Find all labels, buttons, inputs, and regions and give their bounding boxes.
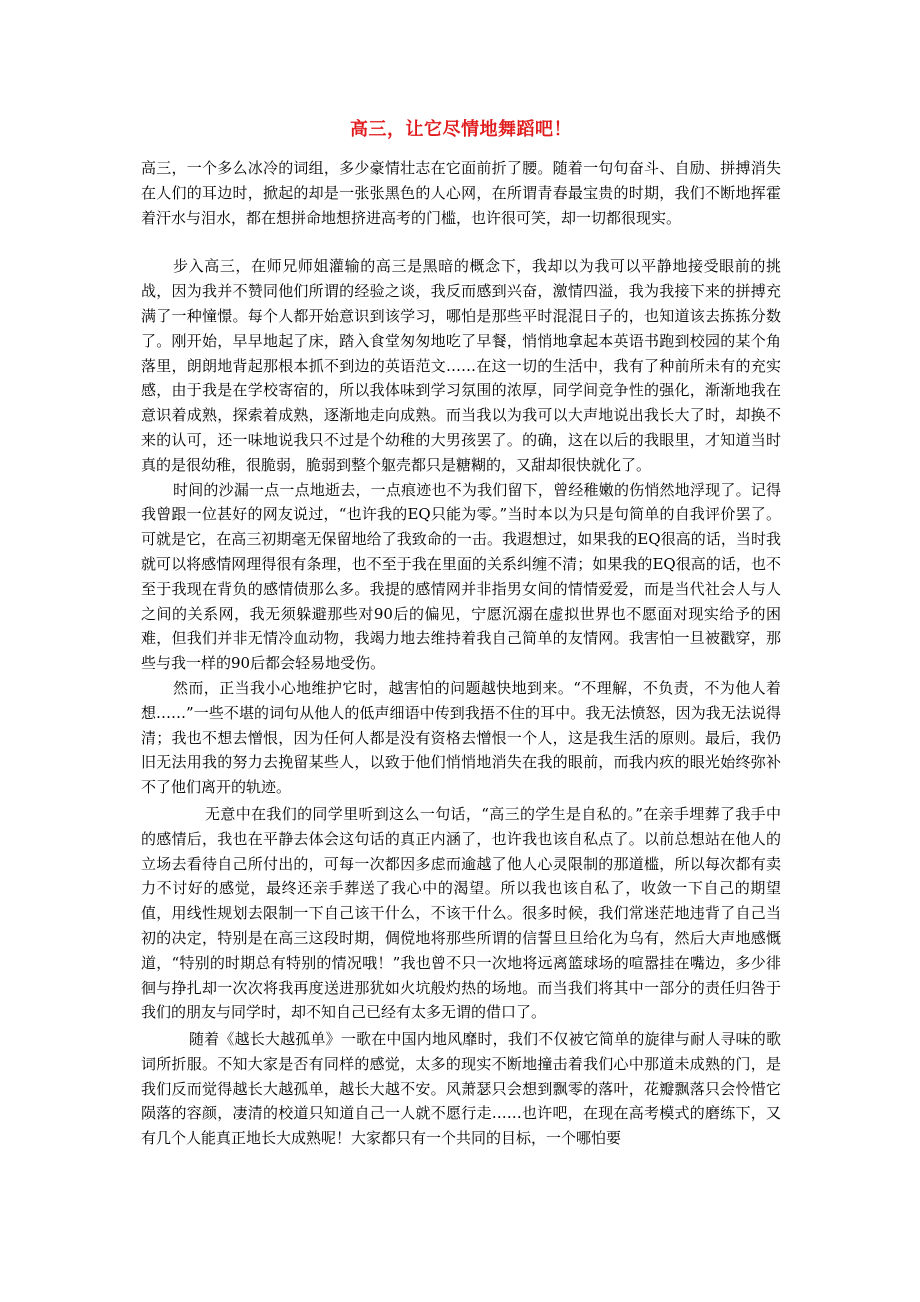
paragraph-3: 时间的沙漏一点一点地逝去，一点痕迹也不为我们留下，曾经稚嫩的伤悄然地浮现了。记得我曾跟一位甚好的网友说过，“也许我的EQ只能为零。”当时本以为只是句简单的自我评价罢了。可就是它，在高三初期毫无保留地给了我致命的一击。我遐想过，如果我的EQ很高的话，当时我就可以将感情网理得很有条理，也不至于我在里面的关系纠缠不清；如果我的EQ很高的话，也不至于我现在背负的感情债那么多。我提的感情网并非指男女间的情情爱爱，而是当代社会人与人之间的关系网，我无须躲避那些对90后的偏见，宁愿沉溺在虚拟世界也不愿面对现实给予的困难，但我们并非无情冷血动物，我竭力地去维持着我自己简单的友情网。我害怕一旦被戳穿，那些与我一样的90后都会轻易地受伤。 [141,480,781,673]
document-title: 高三，让它尽情地舞蹈吧！ [350,119,572,140]
paragraph-2: 步入高三，在师兄师姐灌输的高三是黑暗的概念下，我却以为我可以平静地接受眼前的挑战，因为我并不赞同他们所谓的经验之谈，我反而感到兴奋，激情四溢，我为我接下来的拼搏充满了一种憧憬。每个人都开始意识到该学习，哪怕是那些平时混混日子的，也知道该去拣拣分数了。刚开始，早早地起了床，踏入食堂匆匆地吃了早餐，悄悄地拿起本英语书跑到校园的某个角落里，朗朗地背起那根本抓不到边的英语范文……在这一切的生活中，我有了种前所未有的充实感，由于我是在学校寄宿的，所以我体味到学习氛围的浓厚，同学间竞争性的强化，渐渐地我在意识着成熟，探索着成熟，逐渐地走向成熟。而当我以为我可以大声地说出我长大了时，却换不来的认可，还一味地说我只不过是个幼稚的大男孩罢了。的确，这在以后的我眼里，才知道当时真的是很幼稚，很脆弱，脆弱到整个躯壳都只是糖糊的，又甜却很快就化了。 [141,257,781,474]
paragraph-4: 然而，正当我小心地维护它时，越害怕的问题越快地到来。“不理解，不负责，不为他人着想……”一些不堪的词句从他人的低声细语中传到我捂不住的耳中。我无法愤怒，因为我无法说得清；我也不想去憎恨，因为任何人都是没有资格去憎恨一个人，这是我生活的原则。最后，我仍旧无法用我的努力去挽留某些人，以致于他们悄悄地消失在我的眼前，而我内疚的眼光始终弥补不了他们离开的轨迹。 [141,678,781,797]
paragraph-5: 无意中在我们的同学里听到这么一句话，“高三的学生是自私的。”在亲手埋葬了我手中的感情后，我也在平静去体会这句话的真正内涵了，也许我也该自私点了。以前总想站在他人的立场去看待自己所付出的，可每一次都因多虑而逾越了他人心灵限制的那道槛，所以每次都有卖力不讨好的感觉，最终还亲手葬送了我心中的渴望。所以我也该自私了，收敛一下自己的期望值，用线性规划去限制一下自己该干什么，不该干什么。很多时候，我们常迷茫地违背了自己当初的决定，特别是在高三这段时期，倜傥地将那些所谓的信誓旦旦给化为乌有，然后大声地感慨道，“特别的时期总有特别的情况哦！”我也曾不只一次地将远离篮球场的喧嚣挂在嘴边，多少徘徊与挣扎却一次次将我再度送进那犹如火坑般灼热的场地。而当我们将其中一部分的责任归咎于我们的朋友与同学时，却不知自己已经有太多无谓的借口了。 [141,804,781,1022]
paragraph-1: 高三，一个多么冰冷的词组，多少豪情壮志在它面前折了腰。随着一句句奋斗、自励、拼搏消失在人们的耳边时，掀起的却是一张张黑色的人心网，在所谓青春最宝贵的时期，我们不断地挥霍着汗水与泪水，都在想拼命地想挤进高考的门槛，也许很可笑，却一切都很现实。 [141,159,781,227]
paragraph-6: 随着《越长大越孤单》一歌在中国内地风靡时，我们不仅被它简单的旋律与耐人寻味的歌词所折服。不知大家是否有同样的感觉，太多的现实不断地撞击着我们心中那道未成熟的门，是我们反而觉得越长大越孤单，越长大越不安。风萧瑟只会想到飘零的落叶，花瓣飘落只会怜惜它陨落的容颜，凄清的校道只知道自己一人就不愿行走……也许吧，在现在高考模式的磨练下，又有几个人能真正地长大成熟呢！大家都只有一个共同的目标，一个哪怕要 [141,1030,781,1148]
document-page [141,118,781,1151]
